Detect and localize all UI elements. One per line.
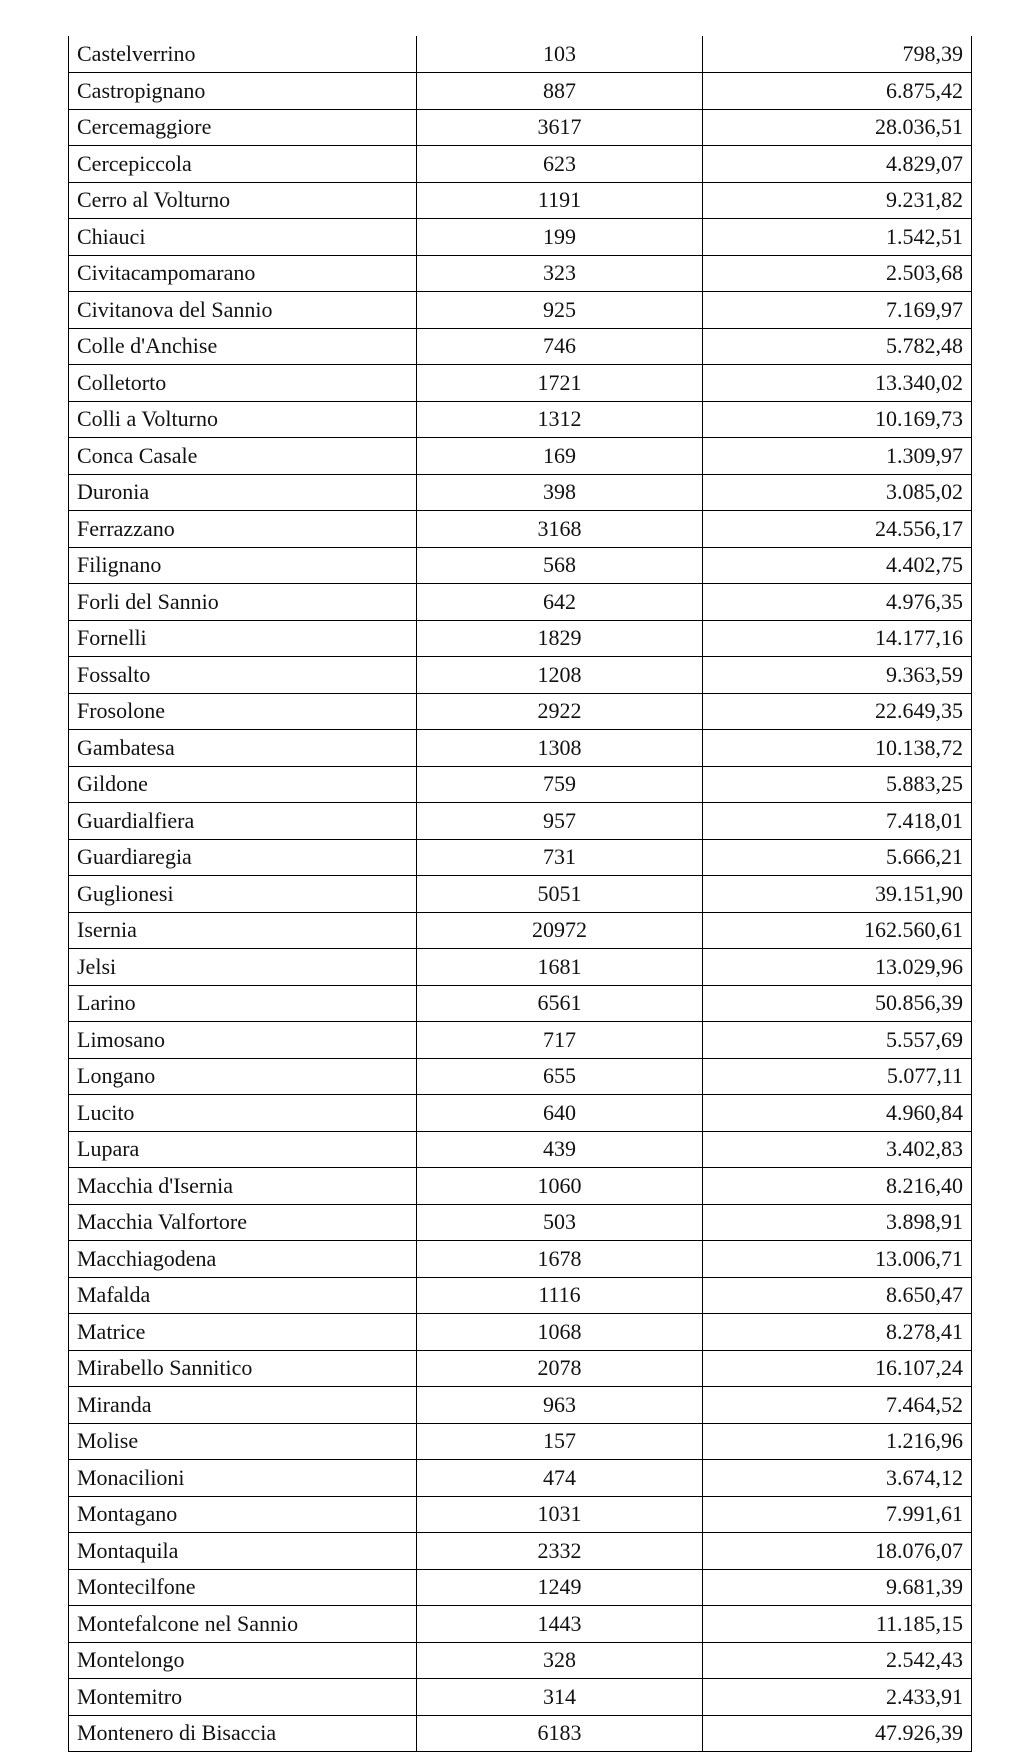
municipality-name-cell: Larino <box>69 985 417 1022</box>
municipality-name-cell: Lucito <box>69 1095 417 1132</box>
table-row <box>69 1204 972 1241</box>
table-row <box>69 1168 972 1205</box>
population-cell: 323 <box>417 255 703 292</box>
municipality-name-cell: Filignano <box>69 547 417 584</box>
amount-cell: 24.556,17 <box>703 511 972 548</box>
table-row <box>69 438 972 475</box>
municipality-name-cell: Monacilioni <box>69 1460 417 1497</box>
table-body <box>69 36 972 1752</box>
municipality-name-cell: Guardialfiera <box>69 803 417 840</box>
population-cell: 6183 <box>417 1715 703 1752</box>
municipality-name-cell: Gambatesa <box>69 730 417 767</box>
amount-cell: 8.650,47 <box>703 1277 972 1314</box>
table-row <box>69 365 972 402</box>
municipality-name-cell: Macchia d'Isernia <box>69 1168 417 1205</box>
amount-cell: 39.151,90 <box>703 876 972 913</box>
amount-cell: 1.309,97 <box>703 438 972 475</box>
population-cell: 328 <box>417 1642 703 1679</box>
municipality-name-cell: Civitanova del Sannio <box>69 292 417 329</box>
population-cell: 642 <box>417 584 703 621</box>
population-cell: 1721 <box>417 365 703 402</box>
amount-cell: 5.666,21 <box>703 839 972 876</box>
municipality-table-container <box>68 36 971 1752</box>
table-row <box>69 1241 972 1278</box>
table-row <box>69 1387 972 1424</box>
municipality-name-cell: Montecilfone <box>69 1569 417 1606</box>
population-cell: 1191 <box>417 182 703 219</box>
table-row <box>69 949 972 986</box>
population-cell: 1681 <box>417 949 703 986</box>
municipality-name-cell: Civitacampomarano <box>69 255 417 292</box>
municipality-name-cell: Montenero di Bisaccia <box>69 1715 417 1752</box>
amount-cell: 1.216,96 <box>703 1423 972 1460</box>
table-row <box>69 1460 972 1497</box>
population-cell: 3168 <box>417 511 703 548</box>
population-cell: 623 <box>417 146 703 183</box>
municipality-name-cell: Longano <box>69 1058 417 1095</box>
table-row <box>69 328 972 365</box>
amount-cell: 5.782,48 <box>703 328 972 365</box>
table-row <box>69 36 972 73</box>
population-cell: 2078 <box>417 1350 703 1387</box>
population-cell: 2922 <box>417 693 703 730</box>
table-row <box>69 803 972 840</box>
population-cell: 1060 <box>417 1168 703 1205</box>
municipality-name-cell: Fornelli <box>69 620 417 657</box>
table-row <box>69 766 972 803</box>
table-row <box>69 255 972 292</box>
amount-cell: 14.177,16 <box>703 620 972 657</box>
municipality-name-cell: Guardiaregia <box>69 839 417 876</box>
table-row <box>69 1533 972 1570</box>
table-row <box>69 584 972 621</box>
amount-cell: 11.185,15 <box>703 1606 972 1643</box>
amount-cell: 10.138,72 <box>703 730 972 767</box>
population-cell: 963 <box>417 1387 703 1424</box>
municipality-name-cell: Matrice <box>69 1314 417 1351</box>
municipality-name-cell: Guglionesi <box>69 876 417 913</box>
population-cell: 1308 <box>417 730 703 767</box>
amount-cell: 3.674,12 <box>703 1460 972 1497</box>
population-cell: 5051 <box>417 876 703 913</box>
amount-cell: 9.231,82 <box>703 182 972 219</box>
table-row <box>69 876 972 913</box>
amount-cell: 3.085,02 <box>703 474 972 511</box>
amount-cell: 162.560,61 <box>703 912 972 949</box>
table-row <box>69 547 972 584</box>
municipality-name-cell: Colletorto <box>69 365 417 402</box>
municipality-name-cell: Fossalto <box>69 657 417 694</box>
table-row <box>69 401 972 438</box>
amount-cell: 13.340,02 <box>703 365 972 402</box>
population-cell: 1116 <box>417 1277 703 1314</box>
municipality-name-cell: Colle d'Anchise <box>69 328 417 365</box>
municipality-name-cell: Mirabello Sannitico <box>69 1350 417 1387</box>
table-row <box>69 730 972 767</box>
table-row <box>69 73 972 110</box>
municipality-name-cell: Cercepiccola <box>69 146 417 183</box>
municipality-name-cell: Forli del Sannio <box>69 584 417 621</box>
municipality-name-cell: Lupara <box>69 1131 417 1168</box>
amount-cell: 10.169,73 <box>703 401 972 438</box>
table-row <box>69 1642 972 1679</box>
municipality-name-cell: Miranda <box>69 1387 417 1424</box>
amount-cell: 5.557,69 <box>703 1022 972 1059</box>
amount-cell: 22.649,35 <box>703 693 972 730</box>
amount-cell: 3.898,91 <box>703 1204 972 1241</box>
population-cell: 925 <box>417 292 703 329</box>
table-row <box>69 1022 972 1059</box>
population-cell: 2332 <box>417 1533 703 1570</box>
amount-cell: 13.029,96 <box>703 949 972 986</box>
population-cell: 474 <box>417 1460 703 1497</box>
population-cell: 1068 <box>417 1314 703 1351</box>
population-cell: 568 <box>417 547 703 584</box>
population-cell: 887 <box>417 73 703 110</box>
table-row <box>69 1277 972 1314</box>
amount-cell: 9.363,59 <box>703 657 972 694</box>
municipality-name-cell: Jelsi <box>69 949 417 986</box>
municipality-name-cell: Cerro al Volturno <box>69 182 417 219</box>
municipality-name-cell: Cercemaggiore <box>69 109 417 146</box>
amount-cell: 13.006,71 <box>703 1241 972 1278</box>
amount-cell: 6.875,42 <box>703 73 972 110</box>
table-row <box>69 1058 972 1095</box>
population-cell: 1678 <box>417 1241 703 1278</box>
population-cell: 1829 <box>417 620 703 657</box>
municipality-name-cell: Molise <box>69 1423 417 1460</box>
population-cell: 199 <box>417 219 703 256</box>
municipality-name-cell: Montefalcone nel Sannio <box>69 1606 417 1643</box>
amount-cell: 4.976,35 <box>703 584 972 621</box>
municipality-name-cell: Macchiagodena <box>69 1241 417 1278</box>
municipality-name-cell: Isernia <box>69 912 417 949</box>
amount-cell: 1.542,51 <box>703 219 972 256</box>
population-cell: 957 <box>417 803 703 840</box>
municipality-name-cell: Duronia <box>69 474 417 511</box>
population-cell: 398 <box>417 474 703 511</box>
amount-cell: 7.169,97 <box>703 292 972 329</box>
table-row <box>69 1350 972 1387</box>
population-cell: 717 <box>417 1022 703 1059</box>
population-cell: 6561 <box>417 985 703 1022</box>
municipality-name-cell: Montelongo <box>69 1642 417 1679</box>
municipality-name-cell: Castropignano <box>69 73 417 110</box>
population-cell: 1312 <box>417 401 703 438</box>
population-cell: 640 <box>417 1095 703 1132</box>
table-row <box>69 146 972 183</box>
amount-cell: 5.883,25 <box>703 766 972 803</box>
amount-cell: 4.402,75 <box>703 547 972 584</box>
municipality-name-cell: Chiauci <box>69 219 417 256</box>
population-cell: 746 <box>417 328 703 365</box>
amount-cell: 47.926,39 <box>703 1715 972 1752</box>
amount-cell: 4.960,84 <box>703 1095 972 1132</box>
population-cell: 20972 <box>417 912 703 949</box>
population-cell: 1031 <box>417 1496 703 1533</box>
amount-cell: 16.107,24 <box>703 1350 972 1387</box>
municipality-name-cell: Colli a Volturno <box>69 401 417 438</box>
table-row <box>69 620 972 657</box>
table-row <box>69 1679 972 1716</box>
population-cell: 1208 <box>417 657 703 694</box>
population-cell: 759 <box>417 766 703 803</box>
municipality-name-cell: Macchia Valfortore <box>69 1204 417 1241</box>
table-row <box>69 1423 972 1460</box>
municipality-name-cell: Montaquila <box>69 1533 417 1570</box>
table-row <box>69 474 972 511</box>
municipality-name-cell: Gildone <box>69 766 417 803</box>
municipality-name-cell: Montagano <box>69 1496 417 1533</box>
population-cell: 103 <box>417 36 703 73</box>
amount-cell: 7.991,61 <box>703 1496 972 1533</box>
table-row <box>69 839 972 876</box>
amount-cell: 798,39 <box>703 36 972 73</box>
population-cell: 503 <box>417 1204 703 1241</box>
population-cell: 1249 <box>417 1569 703 1606</box>
table-row <box>69 1715 972 1752</box>
municipality-name-cell: Mafalda <box>69 1277 417 1314</box>
municipality-name-cell: Conca Casale <box>69 438 417 475</box>
table-row <box>69 109 972 146</box>
amount-cell: 9.681,39 <box>703 1569 972 1606</box>
amount-cell: 2.433,91 <box>703 1679 972 1716</box>
table-row <box>69 985 972 1022</box>
amount-cell: 2.542,43 <box>703 1642 972 1679</box>
table-row <box>69 1095 972 1132</box>
amount-cell: 8.278,41 <box>703 1314 972 1351</box>
municipality-name-cell: Frosolone <box>69 693 417 730</box>
table-row <box>69 912 972 949</box>
table-row <box>69 182 972 219</box>
amount-cell: 7.464,52 <box>703 1387 972 1424</box>
table-row <box>69 693 972 730</box>
municipality-name-cell: Montemitro <box>69 1679 417 1716</box>
amount-cell: 3.402,83 <box>703 1131 972 1168</box>
amount-cell: 8.216,40 <box>703 1168 972 1205</box>
population-cell: 655 <box>417 1058 703 1095</box>
municipality-name-cell: Limosano <box>69 1022 417 1059</box>
amount-cell: 7.418,01 <box>703 803 972 840</box>
amount-cell: 18.076,07 <box>703 1533 972 1570</box>
municipality-name-cell: Ferrazzano <box>69 511 417 548</box>
table-row <box>69 1131 972 1168</box>
population-cell: 439 <box>417 1131 703 1168</box>
population-cell: 731 <box>417 839 703 876</box>
population-cell: 169 <box>417 438 703 475</box>
table-row <box>69 1569 972 1606</box>
population-cell: 1443 <box>417 1606 703 1643</box>
municipality-name-cell: Castelverrino <box>69 36 417 73</box>
population-cell: 314 <box>417 1679 703 1716</box>
table-row <box>69 1606 972 1643</box>
amount-cell: 28.036,51 <box>703 109 972 146</box>
population-cell: 157 <box>417 1423 703 1460</box>
population-cell: 3617 <box>417 109 703 146</box>
table-row <box>69 511 972 548</box>
table-row <box>69 1496 972 1533</box>
amount-cell: 2.503,68 <box>703 255 972 292</box>
table-row <box>69 657 972 694</box>
table-row <box>69 219 972 256</box>
amount-cell: 4.829,07 <box>703 146 972 183</box>
table-row <box>69 1314 972 1351</box>
amount-cell: 50.856,39 <box>703 985 972 1022</box>
table-row <box>69 292 972 329</box>
amount-cell: 5.077,11 <box>703 1058 972 1095</box>
municipality-table <box>68 36 972 1752</box>
